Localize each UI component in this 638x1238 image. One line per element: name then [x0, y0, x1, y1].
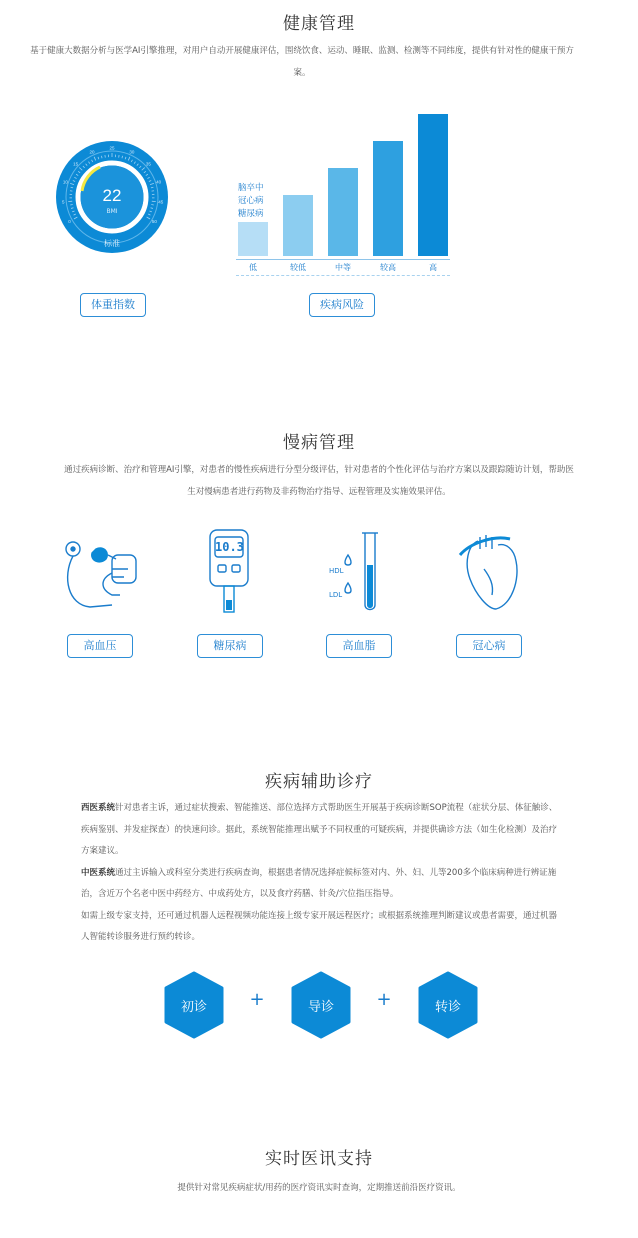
- heart-icon: [450, 527, 530, 617]
- bmi-gauge: [56, 137, 168, 255]
- western-medicine-paragraph: [81, 798, 565, 863]
- hypertension-button[interactable]: 高血压: [67, 634, 133, 658]
- gauge-tick-label: 5: [62, 199, 65, 205]
- bmi-value: 22: [102, 186, 122, 205]
- chronic-management-description: 通过疾病诊断、治疗和管理AI引擎，对患者的慢性疾病进行分型分级评估，针对患者的个性化评估与治疗方案以及跟踪随访计划，帮助医生对慢病患者进行药物及非药物治疗指导、远程管理及实施效果评估。: [64, 465, 574, 497]
- risk-category-label: 较低: [290, 263, 306, 272]
- gauge-tick-label: 15: [73, 161, 79, 167]
- risk-disease-item: 糖尿病: [238, 209, 264, 219]
- realtime-info-description: 提供针对常见疾病症状/用药的医疗资讯实时查询，定期推送前沿医疗资讯。: [177, 1183, 461, 1193]
- gauge-tick-label: 0: [68, 219, 71, 224]
- step-initial-visit[interactable]: [164, 971, 224, 1039]
- gauge-tick-label: 50: [151, 219, 157, 224]
- risk-chart-axis: [236, 259, 450, 260]
- gauge-tick-label: 10: [62, 179, 68, 185]
- gauge-tick-label: 35: [145, 161, 151, 167]
- risk-category-label: 高: [429, 263, 437, 272]
- coronary-heart-disease-button[interactable]: 冠心病: [456, 634, 522, 658]
- hyperlipidemia-button[interactable]: 高血脂: [326, 634, 392, 658]
- bmi-index-button[interactable]: 体重指数: [80, 293, 146, 317]
- blood-pressure-monitor-icon: [60, 527, 140, 617]
- western-medicine-text: 针对患者主诉，通过症状搜索、智能推送、部位选择方式帮助医生开展基于疾病诊断SOP流程（症状分层、体征触诊、疾病鉴别、并发症探查）的快速问诊。据此，系统智能推理出赋予不同权重的可疑疾病，并提供确诊方法（如生化检测）及治疗方案建议。: [81, 803, 558, 856]
- gauge-tick-label: 45: [158, 199, 164, 205]
- risk-chart-baseline: [236, 275, 450, 276]
- risk-bar: [238, 222, 268, 256]
- glucose-meter-icon: [190, 527, 270, 617]
- risk-disease-item: 冠心病: [238, 196, 264, 206]
- plus-icon: +: [376, 989, 392, 1010]
- plus-icon: +: [249, 989, 265, 1010]
- step-initial-visit-label: 初诊: [180, 1000, 207, 1015]
- gauge-tick-label: 40: [156, 179, 162, 185]
- risk-category-label: 低: [249, 263, 257, 272]
- tcm-paragraph: [81, 863, 565, 906]
- risk-disease-item: 脑卒中: [238, 183, 264, 193]
- gauge-tick-label: 25: [109, 145, 115, 151]
- risk-category-label: 较高: [380, 263, 396, 272]
- bmi-unit: BMI: [106, 208, 118, 215]
- disease-risk-chart: [236, 108, 450, 278]
- tcm-label: 中医系统: [81, 867, 116, 878]
- health-management-title: 健康管理: [283, 14, 355, 34]
- step-triage-label: 导诊: [307, 1000, 334, 1015]
- gauge-tick-label: 30: [129, 149, 135, 155]
- risk-bar: [373, 141, 403, 256]
- ldl-label: LDL: [329, 591, 343, 599]
- diagnosis-description: [81, 798, 565, 949]
- risk-bar: [418, 114, 448, 256]
- chronic-management-title: 慢病管理: [283, 433, 355, 453]
- health-management-description: 基于健康大数据分析与医学AI引擎推理，对用户自动开展健康评估，围绕饮食、运动、睡眠、监测、检测等不同纬度，提供有针对性的健康干预方案。: [30, 46, 574, 78]
- bmi-status: 标准: [104, 239, 120, 248]
- test-tube-icon: [320, 527, 400, 617]
- diabetes-button[interactable]: 糖尿病: [197, 634, 263, 658]
- risk-bar: [328, 168, 358, 256]
- risk-bar: [283, 195, 313, 256]
- step-triage[interactable]: [291, 971, 351, 1039]
- western-medicine-label: 西医系统: [81, 803, 116, 813]
- disease-risk-button[interactable]: 疾病风险: [309, 293, 375, 317]
- step-referral[interactable]: [418, 971, 478, 1039]
- referral-paragraph: 如需上级专家支持，还可通过机器人远程视频功能连接上级专家开展远程医疗；或根据系统推理判断建议或患者需要，通过机器人智能转诊服务进行预约转诊。: [81, 910, 558, 942]
- risk-category-label: 中等: [335, 263, 351, 272]
- risk-disease-list: [238, 182, 264, 221]
- diagnosis-title: 疾病辅助诊疗: [265, 772, 373, 792]
- realtime-info-title: 实时医讯支持: [265, 1149, 373, 1169]
- step-referral-label: 转诊: [434, 1000, 461, 1015]
- tcm-text: 通过主诉输入或科室分类进行疾病查询，根据患者情况选择症候标签对内、外、妇、儿等200多个临床病种进行辨证施治，含近万个名老中医中药经方、中成药处方，以及食疗药膳、针灸/穴位指压指导。: [81, 867, 557, 899]
- glucose-reading: 10.3: [215, 540, 244, 554]
- gauge-tick-label: 20: [89, 149, 95, 155]
- hdl-label: HDL: [329, 567, 344, 575]
